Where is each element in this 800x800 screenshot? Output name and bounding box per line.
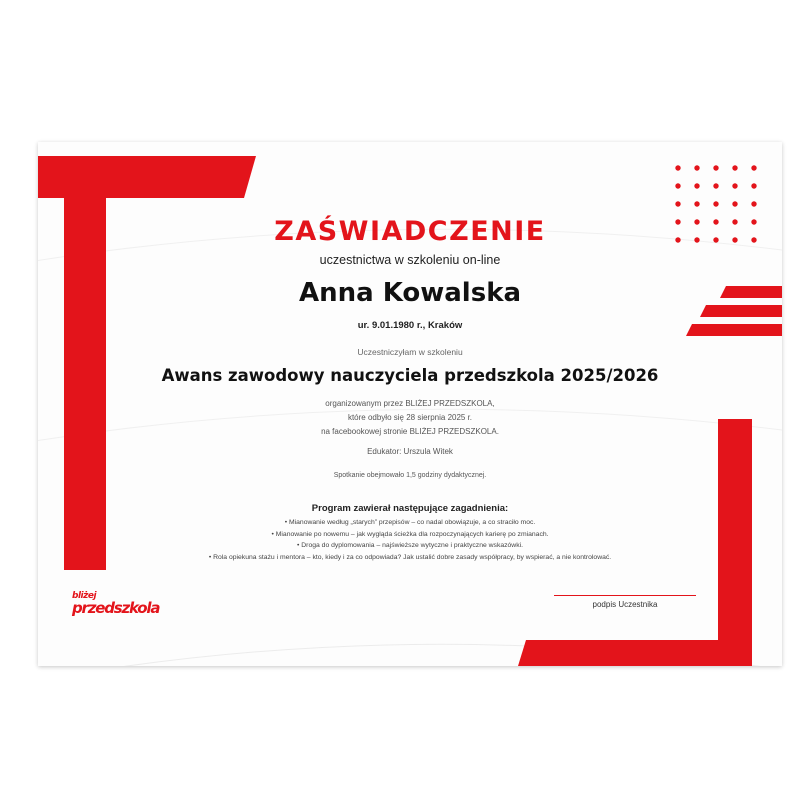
program-title: Program zawierał następujące zagadnienia: [311, 503, 509, 514]
intro-text: Uczestniczyłam w szkoleniu [357, 347, 463, 357]
corner-bar-top-left [38, 156, 256, 198]
participant-name: Anna Kowalska [298, 278, 522, 308]
organizer-line: na facebookowej stronie BLIŻEJ PRZEDSZKOLA. [321, 427, 499, 436]
certificate-sheet [38, 142, 782, 666]
birth-info: ur. 9.01.1980 r., Kraków [357, 320, 463, 331]
certificate-title: ZAŚWIADCZENIE [274, 216, 546, 247]
program-item: • Droga do dyplomowania – najświeższe wytyczne i praktyczne wskazówki. [38, 540, 782, 552]
signature-label: podpis Uczestnika [592, 600, 658, 609]
brand-logo [72, 592, 159, 616]
organizer-line: które odbyło się 28 sierpnia 2025 r. [347, 413, 473, 422]
program-item: • Mianowanie po nowemu – jak wygląda ścieżka dla rozpoczynających karierę po zmianach. [38, 529, 782, 541]
program-list [38, 517, 782, 563]
corner-bar-bottom-right [518, 640, 752, 666]
duration-info: Spotkanie obejmowało 1,5 godziny dydaktycznej. [333, 472, 487, 479]
organizer-line: organizowanym przez BLIŻEJ PRZEDSZKOLA, [325, 399, 495, 408]
organizer-info [38, 397, 782, 439]
educator: Edukator: Urszula Witek [367, 447, 453, 456]
certificate-subtitle: uczestnictwa w szkoleniu on-line [319, 253, 501, 267]
signature-line [554, 595, 696, 596]
program-item: • Mianowanie według „starych” przepisów – co nadal obowiązuje, a co straciło moc. [38, 517, 782, 529]
logo-line-1: bliżej [72, 591, 97, 601]
course-title: Awans zawodowy nauczyciela przedszkola 2025/2026 [161, 366, 659, 385]
program-item: • Rola opiekuna stażu i mentora – kto, kiedy i za co odpowiada? Jak ustalić dobre zasady współpracy, by wspierać, a nie kontrolować. [38, 552, 782, 564]
logo-line-2: przedszkola [72, 599, 160, 617]
